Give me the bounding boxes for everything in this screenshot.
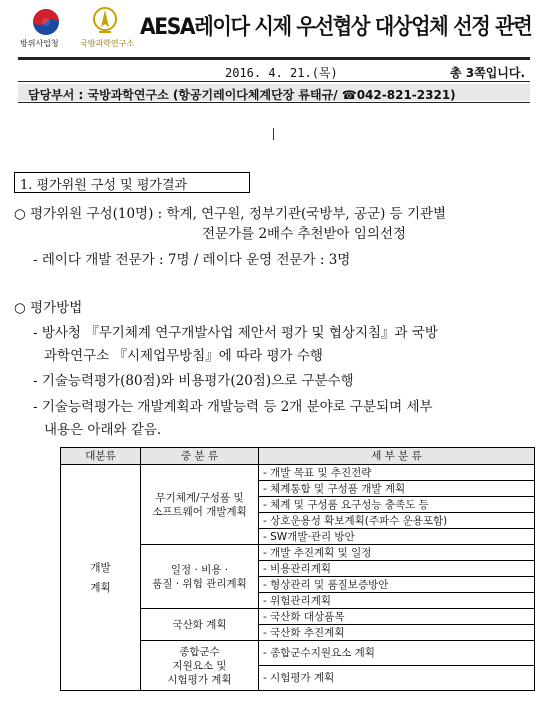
header-detail: 세 부 분 류 <box>259 448 535 465</box>
header-rule <box>18 57 530 60</box>
detail-cell: - 형상관리 및 품질보증방안 <box>259 577 535 593</box>
divider <box>18 102 530 103</box>
detail-cell: - 시험평가 계획 <box>259 666 535 691</box>
add-logo-icon <box>93 7 117 39</box>
dash-experts: - 레이다 개발 전문가 : 7명 / 레이다 운영 전문가 : 3명 <box>33 252 351 268</box>
dash-tech-eval: - 기술능력평가는 개발계획과 개발능력 등 2개 분야로 구분되며 세부 <box>33 399 433 415</box>
mid-category-cell: 종합군수 지원요소 및 시험평가 계획 <box>141 641 259 691</box>
header-mid: 중 분 류 <box>141 448 259 465</box>
bullet-committee: ○ 평가위원 구성(10명) : 학계, 연구원, 정부기관(국방부, 공군) 등 기관별 <box>14 206 447 222</box>
evaluation-table <box>60 447 535 691</box>
detail-cell: - 국산화 대상품목 <box>259 609 535 625</box>
dash-scoring: - 기술능력평가(80점)와 비용평가(20점)으로 구분수행 <box>33 373 354 389</box>
divider <box>18 81 530 82</box>
detail-cell: - 종합군수지원요소 계획 <box>259 641 535 666</box>
bullet-committee-cont: 전문가를 2배수 추천받아 임의선정 <box>202 226 407 242</box>
detail-cell: - 상호운용성 확보계획(주파수 운용포함) <box>259 513 535 529</box>
emblem-label: 방위사업청 <box>20 39 59 48</box>
mid-category-cell: 무기체계/구성품 및 소프트웨어 개발계획 <box>141 465 259 545</box>
add-label: 국방과학연구소 <box>80 39 135 48</box>
detail-cell: - 개발 목표 및 추진전략 <box>259 465 535 481</box>
document-title: AESA레이다 시제 우선협상 대상업체 선정 관련 <box>140 15 532 40</box>
header-major: 대분류 <box>61 448 141 465</box>
detail-cell: - 체계통합 및 구성품 개발 계획 <box>259 481 535 497</box>
mid-category-cell: 일정 · 비용 · 품질 · 위험 관리계획 <box>141 545 259 609</box>
table-header-row <box>61 448 535 465</box>
dash-guideline-cont: 과학연구소 『시제업무방침』에 따라 평가 수행 <box>44 348 323 364</box>
government-emblem-icon <box>32 8 60 36</box>
major-category-cell: 개발 계획 <box>61 465 141 691</box>
detail-cell: - SW개발·관리 방안 <box>259 529 535 545</box>
detail-cell: - 위험관리계획 <box>259 593 535 609</box>
section-title: 1. 평가위원 구성 및 평가결과 <box>20 178 188 193</box>
table-row <box>61 465 535 481</box>
detail-cell: - 체계 및 구성품 요구성능 충족도 등 <box>259 497 535 513</box>
document-date: 2016. 4. 21.(목) <box>225 66 338 80</box>
detail-cell: - 비용관리계획 <box>259 561 535 577</box>
mid-category-cell: 국산화 계획 <box>141 609 259 641</box>
dash-tech-eval-cont: 내용은 아래와 같음. <box>44 422 162 438</box>
text-cursor <box>273 128 274 140</box>
detail-cell: - 개발 추진계획 및 일정 <box>259 545 535 561</box>
bullet-method: ○ 평가방법 <box>14 300 83 316</box>
department-info: 담당부서 : 국방과학연구소 (항공기레이다체계단장 류태규/ ☎042-821-2321) <box>28 88 456 102</box>
page-count: 총 3쪽입니다. <box>450 66 526 80</box>
dash-guideline: - 방사청 『무기체계 연구개발사업 제안서 평가 및 협상지침』과 국방 <box>33 325 438 341</box>
detail-cell: - 국산화 추진계획 <box>259 625 535 641</box>
